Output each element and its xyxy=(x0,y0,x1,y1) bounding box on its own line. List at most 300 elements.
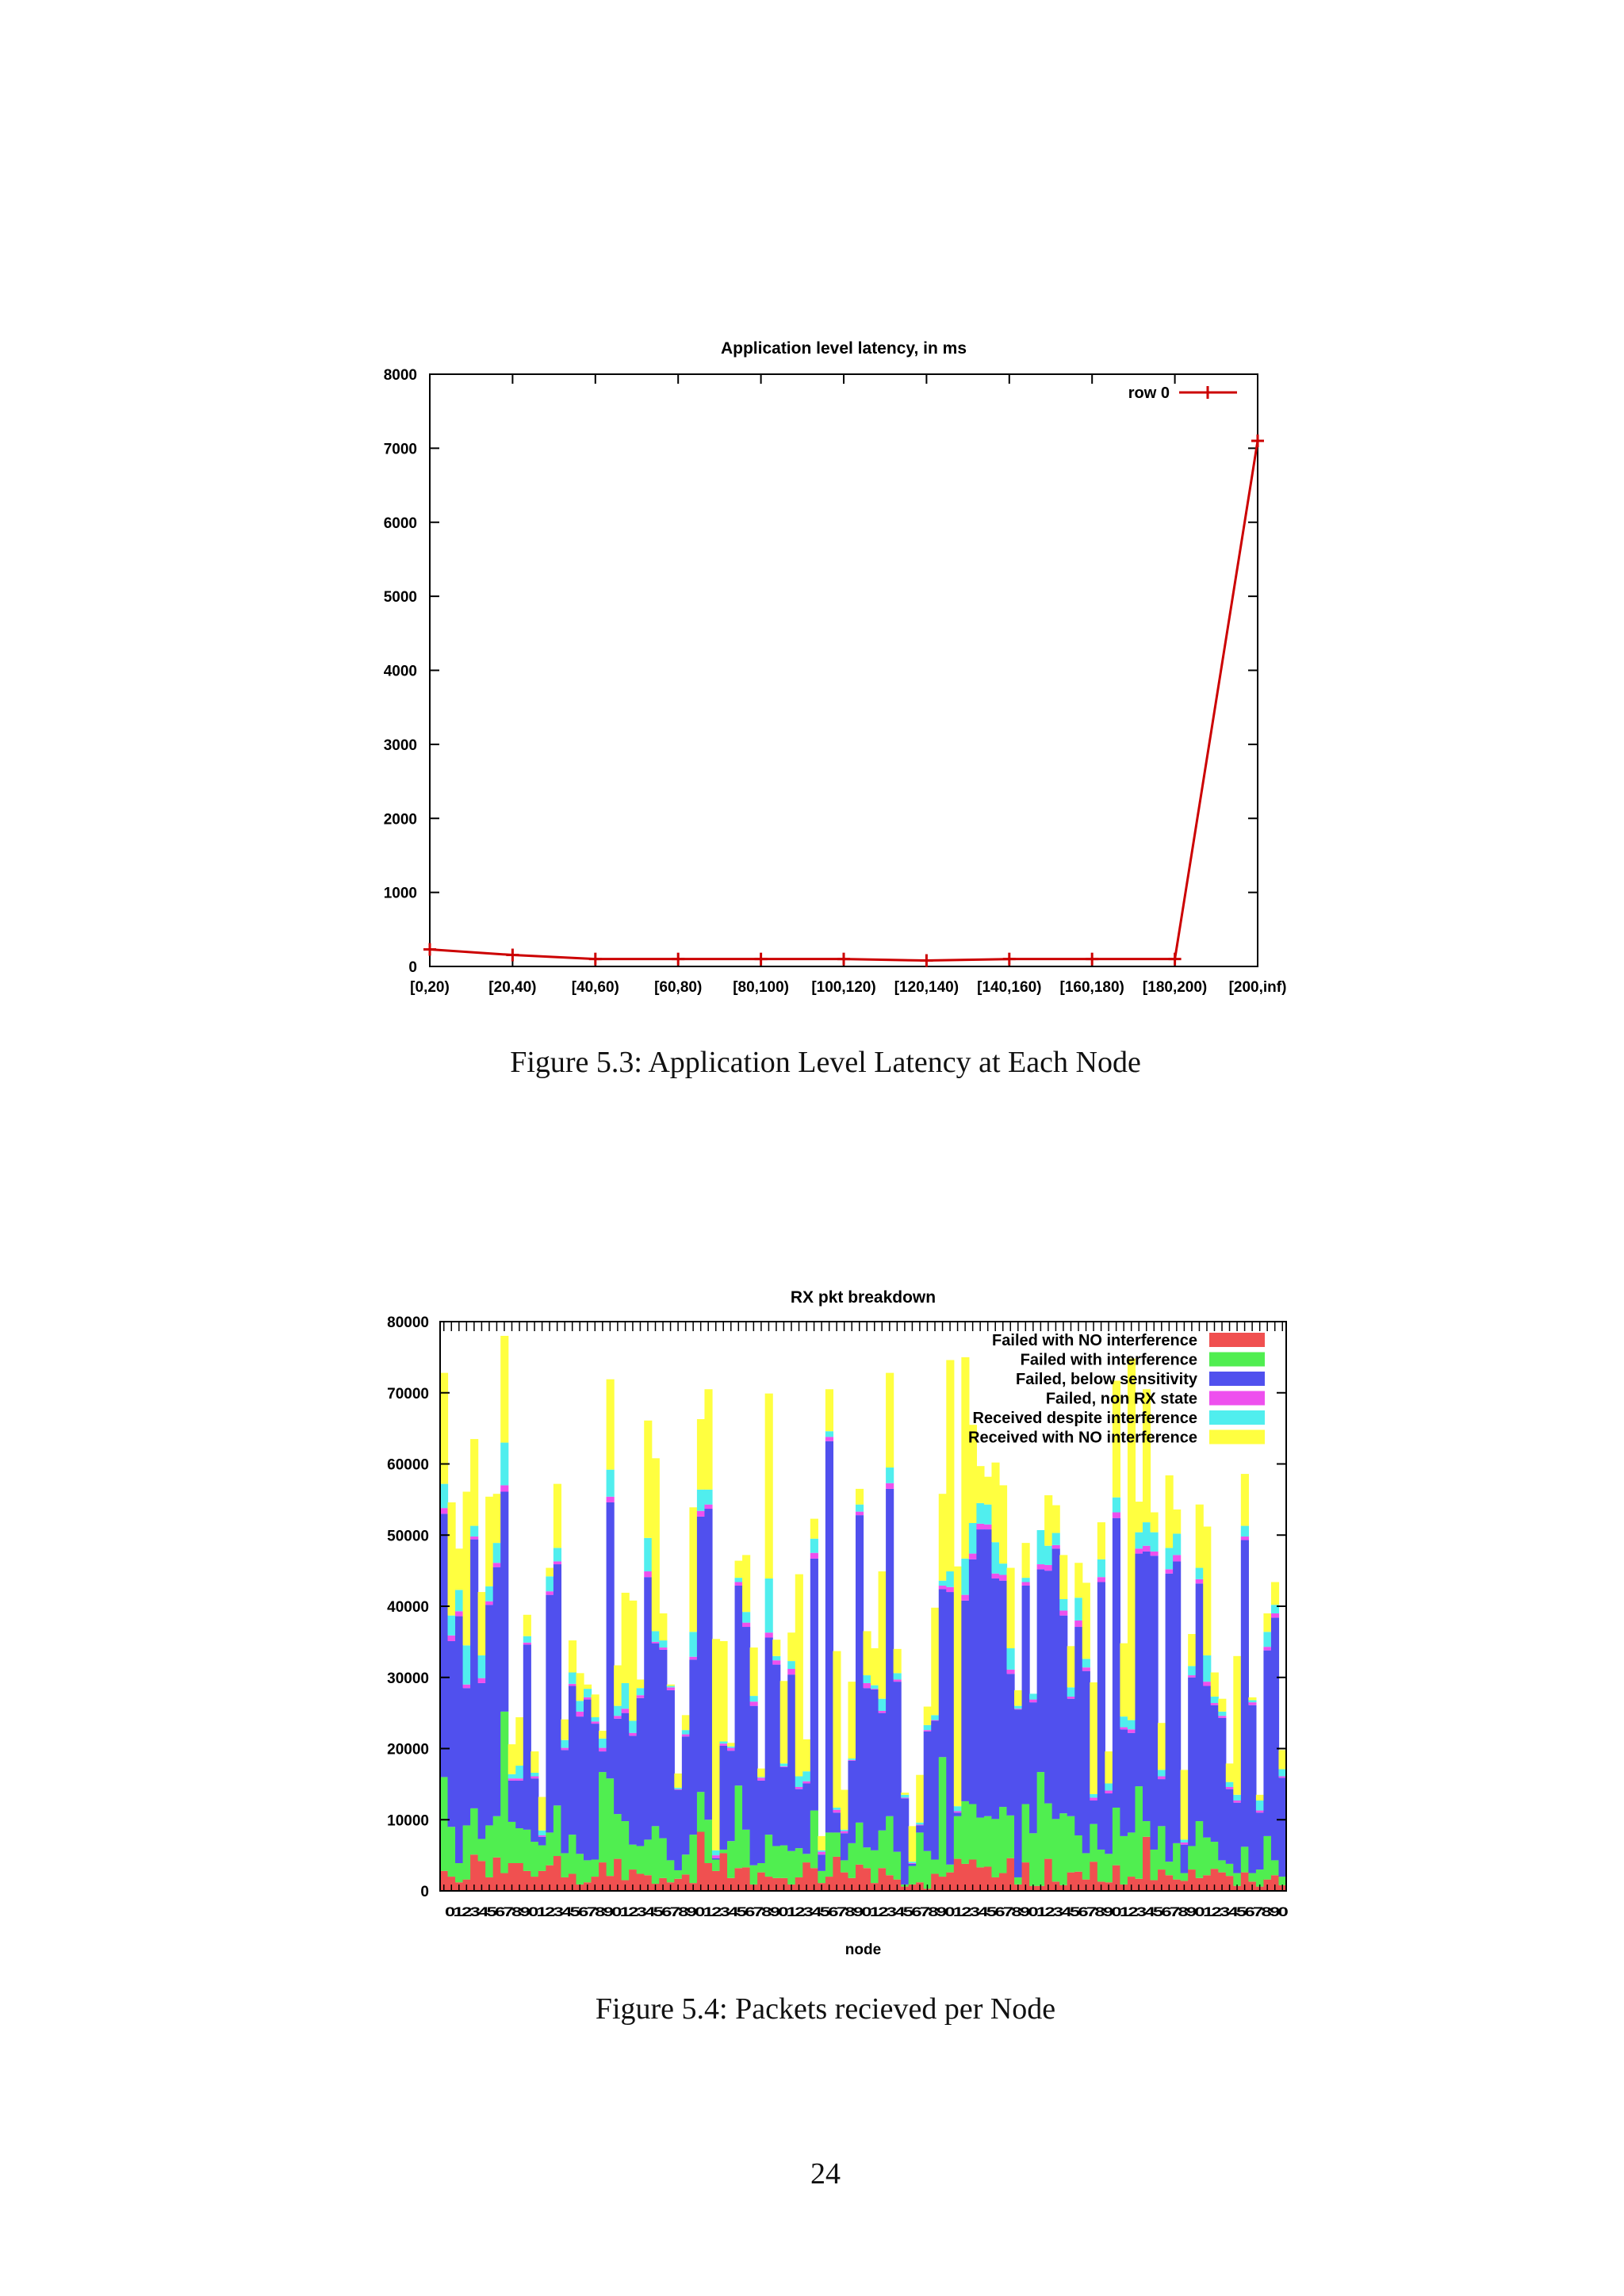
x-tick-label: [0,20) xyxy=(410,979,450,996)
bar-segment xyxy=(1022,1578,1030,1582)
bar-segment xyxy=(833,1832,841,1857)
bar-segment xyxy=(1044,1804,1052,1859)
bar-segment xyxy=(939,1494,947,1581)
bar-segment xyxy=(1105,1751,1113,1783)
bar-node-8 xyxy=(500,1336,508,1891)
bar-node-18 xyxy=(576,1673,584,1891)
bar-segment xyxy=(584,1697,592,1700)
bar-node-93 xyxy=(1143,1389,1151,1891)
bar-segment xyxy=(954,1567,962,1806)
x-tick-label: [40,60) xyxy=(571,979,619,996)
bar-segment xyxy=(485,1605,493,1825)
bar-segment xyxy=(765,1835,773,1877)
bar-segment xyxy=(886,1483,894,1489)
bar-segment xyxy=(508,1781,516,1822)
bar-segment xyxy=(1158,1723,1166,1770)
bar-node-42 xyxy=(757,1769,765,1891)
bar-node-34 xyxy=(697,1419,705,1891)
bar-segment xyxy=(825,1441,833,1833)
bar-segment xyxy=(916,1823,924,1825)
bar-segment xyxy=(1271,1582,1279,1605)
bar-segment xyxy=(1173,1555,1181,1561)
legend-swatch xyxy=(1209,1353,1265,1367)
bar-segment xyxy=(1143,1552,1151,1821)
bar-segment xyxy=(750,1696,758,1701)
bar-segment xyxy=(757,1781,765,1863)
bar-segment xyxy=(991,1542,999,1573)
bar-node-38 xyxy=(727,1743,735,1891)
bar-segment xyxy=(750,1866,758,1885)
x-axis-label: node xyxy=(845,1942,882,1958)
bar-segment xyxy=(448,1827,456,1877)
legend-label: Received with NO interference xyxy=(968,1429,1197,1447)
bar-segment xyxy=(629,1845,637,1869)
bar-segment xyxy=(1256,1800,1264,1811)
y-tick-label: 40000 xyxy=(387,1599,429,1616)
bar-segment xyxy=(727,1748,735,1751)
bar-node-66 xyxy=(939,1494,947,1891)
bar-segment xyxy=(833,1812,841,1832)
bar-node-77 xyxy=(1022,1543,1030,1891)
bar-segment xyxy=(999,1485,1007,1563)
bar-segment xyxy=(530,1842,538,1877)
bar-segment xyxy=(787,1661,795,1669)
bar-segment xyxy=(682,1736,690,1854)
bar-node-10 xyxy=(515,1717,523,1891)
bar-segment xyxy=(787,1851,795,1885)
legend-swatch xyxy=(1209,1391,1265,1406)
bar-segment xyxy=(584,1689,592,1697)
bar-segment xyxy=(1113,1518,1120,1808)
bar-segment xyxy=(659,1650,667,1839)
page-number: 24 xyxy=(810,2157,841,2191)
bar-segment xyxy=(1226,1864,1234,1876)
bar-segment xyxy=(924,1725,932,1730)
bar-segment xyxy=(833,1808,841,1810)
bar-segment xyxy=(470,1540,478,1808)
bar-segment xyxy=(553,1564,561,1805)
bar-node-62 xyxy=(909,1826,917,1891)
bar-segment xyxy=(1029,1833,1037,1885)
bar-segment xyxy=(1074,1563,1082,1598)
bar-segment xyxy=(1090,1824,1097,1862)
bar-segment xyxy=(523,1830,531,1871)
y-tick-label: 50000 xyxy=(387,1528,429,1545)
bar-segment xyxy=(561,1853,569,1877)
bar-segment xyxy=(515,1828,523,1863)
bar-segment xyxy=(1241,1846,1249,1872)
bar-segment xyxy=(644,1571,652,1577)
bar-segment xyxy=(1263,1613,1271,1632)
bar-segment xyxy=(1211,1672,1219,1697)
bar-segment xyxy=(742,1627,750,1830)
bar-segment xyxy=(999,1563,1007,1575)
bar-segment xyxy=(719,1850,727,1853)
y-tick-label: 20000 xyxy=(387,1741,429,1758)
bar-segment xyxy=(719,1743,727,1746)
bar-segment xyxy=(1022,1582,1030,1585)
bar-segment xyxy=(599,1751,607,1772)
bar-segment xyxy=(1120,1716,1128,1727)
bar-segment xyxy=(712,1850,720,1855)
bar-segment xyxy=(682,1715,690,1730)
bar-segment xyxy=(916,1825,924,1832)
bar-node-53 xyxy=(841,1790,848,1891)
bar-node-40 xyxy=(742,1555,750,1891)
legend-label: Failed with NO interference xyxy=(992,1332,1197,1349)
x-tick-label: [160,180) xyxy=(1059,979,1124,996)
bar-segment xyxy=(1022,1543,1030,1578)
bar-segment xyxy=(440,1508,448,1513)
bar-segment xyxy=(879,1831,887,1869)
bar-segment xyxy=(592,1724,599,1859)
bar-segment xyxy=(682,1735,690,1737)
bar-segment xyxy=(485,1586,493,1601)
bar-segment xyxy=(614,1706,622,1716)
bar-node-70 xyxy=(969,1425,977,1891)
bar-segment xyxy=(697,1792,705,1831)
bar-segment xyxy=(894,1673,902,1679)
bar-segment xyxy=(553,1548,561,1561)
bar-segment xyxy=(961,1601,969,1801)
bar-segment xyxy=(463,1645,471,1684)
bar-segment xyxy=(1014,1877,1022,1885)
bar-segment xyxy=(1007,1648,1015,1670)
bar-segment xyxy=(1218,1699,1226,1712)
bar-segment xyxy=(1052,1548,1060,1819)
bar-segment xyxy=(704,1509,712,1820)
bar-segment xyxy=(463,1492,471,1646)
bar-segment xyxy=(939,1586,947,1589)
bar-segment xyxy=(1188,1846,1196,1869)
x-tick-labels: 01234567890123456789012345678901234567890123456789012345678901234567890123456789012345678901234567890 xyxy=(445,1904,1289,1919)
bar-segment xyxy=(833,1651,841,1808)
bar-node-101 xyxy=(1203,1526,1211,1891)
bar-segment xyxy=(448,1616,456,1636)
legend-swatch xyxy=(1209,1410,1265,1425)
bar-segment xyxy=(576,1854,584,1885)
bar-segment xyxy=(894,1679,902,1682)
bar-segment xyxy=(879,1713,887,1831)
bar-segment xyxy=(1007,1670,1015,1674)
bar-segment xyxy=(802,1783,810,1854)
bar-segment xyxy=(584,1860,592,1882)
bar-segment xyxy=(500,1712,508,1873)
bar-segment xyxy=(1029,1702,1037,1833)
bar-segment xyxy=(1074,1627,1082,1835)
bar-segment xyxy=(991,1819,999,1877)
bar-segment xyxy=(1233,1795,1241,1800)
bar-segment xyxy=(1158,1826,1166,1869)
bar-segment xyxy=(493,1816,501,1858)
bar-segment xyxy=(727,1751,735,1841)
bar-segment xyxy=(1196,1583,1204,1821)
bar-node-47 xyxy=(795,1575,803,1891)
bar-segment xyxy=(999,1807,1007,1873)
legend-label-row-0: row 0 xyxy=(1128,385,1170,402)
bar-segment xyxy=(1105,1790,1113,1793)
bar-segment xyxy=(1271,1860,1279,1875)
bar-segment xyxy=(961,1595,969,1601)
y-tick-label: 4000 xyxy=(383,663,417,680)
bar-segment xyxy=(750,1647,758,1696)
bar-segment xyxy=(500,1336,508,1443)
bar-segment xyxy=(546,1595,553,1833)
bar-segment xyxy=(810,1811,818,1869)
bar-segment xyxy=(999,1575,1007,1581)
bar-segment xyxy=(1241,1536,1249,1540)
bar-segment xyxy=(1173,1510,1181,1534)
bar-node-82 xyxy=(1059,1555,1067,1891)
bar-segment xyxy=(1248,1705,1256,1873)
bar-segment xyxy=(440,1513,448,1777)
bar-segment xyxy=(750,1706,758,1866)
bar-segment xyxy=(689,1659,697,1835)
bar-segment xyxy=(780,1681,788,1763)
bar-node-15 xyxy=(553,1484,561,1891)
bar-segment xyxy=(818,1871,825,1883)
bar-segment xyxy=(1135,1548,1143,1553)
bar-segment xyxy=(909,1866,917,1885)
y-tick-label: 80000 xyxy=(387,1314,429,1331)
bar-segment xyxy=(1173,1843,1181,1880)
chart-title: Application level latency, in ms xyxy=(720,339,967,358)
bar-segment xyxy=(719,1742,727,1744)
bar-segment xyxy=(493,1543,501,1563)
bar-segment xyxy=(607,1778,615,1876)
bar-segment xyxy=(667,1687,675,1690)
bar-segment xyxy=(802,1854,810,1862)
bar-segment xyxy=(1203,1838,1211,1876)
bar-segment xyxy=(1188,1678,1196,1846)
bar-segment xyxy=(1226,1787,1234,1789)
bar-node-25 xyxy=(629,1601,637,1891)
bar-segment xyxy=(894,1852,902,1880)
bar-segment xyxy=(1097,1577,1105,1582)
bar-segment xyxy=(976,1524,984,1529)
bar-segment xyxy=(735,1582,743,1585)
bar-segment xyxy=(976,1466,984,1503)
bar-segment xyxy=(1143,1522,1151,1546)
bar-segment xyxy=(991,1574,999,1578)
bar-segment xyxy=(652,1826,660,1884)
bar-segment xyxy=(1044,1495,1052,1546)
bar-segment xyxy=(637,1688,645,1695)
bar-segment xyxy=(538,1835,546,1837)
bar-segment xyxy=(448,1502,456,1616)
bar-node-20 xyxy=(592,1694,599,1891)
bar-segment xyxy=(1218,1712,1226,1716)
bar-segment xyxy=(916,1832,924,1882)
bar-segment xyxy=(607,1470,615,1497)
bar-segment xyxy=(569,1672,576,1683)
bar-segment xyxy=(939,1581,947,1586)
bar-segment xyxy=(561,1740,569,1748)
bar-segment xyxy=(538,1846,546,1871)
bar-segment xyxy=(1263,1632,1271,1647)
x-tick-label: [180,200) xyxy=(1142,979,1208,996)
bar-node-71 xyxy=(976,1466,984,1891)
bar-segment xyxy=(795,1848,803,1877)
bar-segment xyxy=(825,1832,833,1877)
bar-segment xyxy=(561,1748,569,1751)
bar-segment xyxy=(787,1669,795,1674)
bar-segment xyxy=(946,1592,954,1865)
bar-segment xyxy=(719,1746,727,1850)
bar-node-57 xyxy=(871,1648,879,1891)
bar-segment xyxy=(719,1641,727,1742)
bar-segment xyxy=(1029,1693,1037,1699)
bar-segment xyxy=(1037,1564,1045,1569)
bar-segment xyxy=(515,1717,523,1766)
bar-segment xyxy=(946,1587,954,1592)
bar-segment xyxy=(1067,1816,1075,1873)
bar-node-68 xyxy=(954,1567,962,1891)
bar-segment xyxy=(976,1818,984,1868)
bar-segment xyxy=(478,1678,486,1683)
bar-segment xyxy=(909,1862,917,1863)
bar-segment xyxy=(1211,1703,1219,1705)
bar-segment xyxy=(674,1774,682,1788)
bar-segment xyxy=(652,1642,660,1644)
bar-segment xyxy=(1105,1783,1113,1790)
bar-segment xyxy=(1105,1854,1113,1882)
bar-segment xyxy=(1022,1586,1030,1804)
bar-segment xyxy=(1082,1667,1090,1670)
bar-segment xyxy=(1233,1800,1241,1803)
bar-segment xyxy=(607,1497,615,1502)
bar-node-37 xyxy=(719,1641,727,1891)
bar-segment xyxy=(538,1797,546,1831)
legend-swatch xyxy=(1209,1333,1265,1347)
bar-node-51 xyxy=(825,1389,833,1891)
bar-segment xyxy=(795,1575,803,1777)
bar-segment xyxy=(1211,1697,1219,1703)
bar-segment xyxy=(1097,1559,1105,1577)
bar-segment xyxy=(1135,1786,1143,1879)
bar-segment xyxy=(1044,1565,1052,1571)
bar-node-1 xyxy=(448,1502,456,1891)
x-tick-label: [120,140) xyxy=(894,979,959,996)
bar-segment xyxy=(629,1733,637,1736)
bar-segment xyxy=(976,1529,984,1817)
bar-segment xyxy=(924,1730,932,1732)
bar-segment xyxy=(810,1539,818,1553)
bar-segment xyxy=(1044,1571,1052,1803)
bar-node-12 xyxy=(530,1751,538,1891)
bar-segment xyxy=(1263,1836,1271,1880)
bar-segment xyxy=(871,1648,879,1686)
bar-node-45 xyxy=(780,1681,788,1891)
bar-segment xyxy=(1097,1582,1105,1849)
bar-segment xyxy=(909,1863,917,1864)
bar-segment xyxy=(864,1683,871,1688)
bar-node-32 xyxy=(682,1715,690,1891)
bar-segment xyxy=(652,1631,660,1641)
bar-segment xyxy=(629,1601,637,1721)
bar-segment xyxy=(546,1568,553,1577)
bar-segment xyxy=(1120,1644,1128,1716)
bar-segment xyxy=(818,1852,825,1855)
bar-segment xyxy=(864,1847,871,1868)
bar-segment xyxy=(493,1494,501,1543)
bar-segment xyxy=(735,1561,743,1578)
bar-segment xyxy=(546,1576,553,1591)
bar-node-60 xyxy=(894,1649,902,1891)
bar-node-11 xyxy=(523,1615,531,1891)
bar-segment xyxy=(1233,1803,1241,1873)
bar-segment xyxy=(1120,1836,1128,1885)
bar-segment xyxy=(841,1833,848,1860)
bar-segment xyxy=(1007,1568,1015,1648)
y-tick-label: 6000 xyxy=(383,515,417,532)
x-tick-label: [140,160) xyxy=(977,979,1042,996)
bar-segment xyxy=(856,1515,864,1823)
x-tick-label: [60,80) xyxy=(654,979,703,996)
bar-segment xyxy=(478,1592,486,1655)
bar-segment xyxy=(1007,1674,1015,1816)
bar-node-35 xyxy=(704,1389,712,1891)
bar-segment xyxy=(969,1804,977,1860)
bar-node-17 xyxy=(569,1640,576,1891)
bar-segment xyxy=(757,1777,765,1781)
bar-segment xyxy=(1014,1690,1022,1706)
bar-segment xyxy=(1241,1474,1249,1526)
bar-segment xyxy=(538,1837,546,1846)
bar-segment xyxy=(1181,1843,1189,1845)
bar-segment xyxy=(569,1686,576,1835)
bar-segment xyxy=(599,1772,607,1862)
bar-segment xyxy=(909,1864,917,1866)
bar-node-87 xyxy=(1097,1522,1105,1891)
bar-segment xyxy=(848,1758,856,1760)
bar-segment xyxy=(1120,1729,1128,1836)
bar-segment xyxy=(1052,1506,1060,1533)
bar-node-36 xyxy=(712,1639,720,1891)
bar-segment xyxy=(984,1477,992,1505)
bar-segment xyxy=(1248,1873,1256,1882)
bar-segment xyxy=(1120,1728,1128,1730)
bar-segment xyxy=(546,1832,553,1865)
bar-segment xyxy=(448,1641,456,1827)
bar-segment xyxy=(1082,1853,1090,1879)
bar-segment xyxy=(841,1790,848,1830)
bar-node-28 xyxy=(652,1458,660,1891)
bar-node-14 xyxy=(546,1568,553,1891)
bar-segment xyxy=(901,1795,909,1798)
bar-segment xyxy=(1128,1729,1136,1732)
bar-segment xyxy=(1044,1546,1052,1565)
bar-segment xyxy=(674,1789,682,1790)
bar-segment xyxy=(946,1571,954,1587)
bar-segment xyxy=(659,1640,667,1647)
bar-node-90 xyxy=(1120,1644,1128,1891)
legend-swatch xyxy=(1209,1372,1265,1386)
bar-segment xyxy=(991,1463,999,1543)
bar-segment xyxy=(553,1484,561,1548)
bar-segment xyxy=(1090,1800,1097,1824)
bar-segment xyxy=(599,1739,607,1748)
bar-segment xyxy=(1188,1675,1196,1678)
bar-segment xyxy=(1067,1687,1075,1697)
bar-node-105 xyxy=(1233,1656,1241,1891)
bar-node-29 xyxy=(659,1613,667,1891)
bar-node-4 xyxy=(470,1439,478,1891)
bar-segment xyxy=(818,1854,825,1871)
y-tick-label: 5000 xyxy=(383,589,417,607)
bar-segment xyxy=(1196,1568,1204,1579)
bar-segment xyxy=(772,1660,780,1664)
